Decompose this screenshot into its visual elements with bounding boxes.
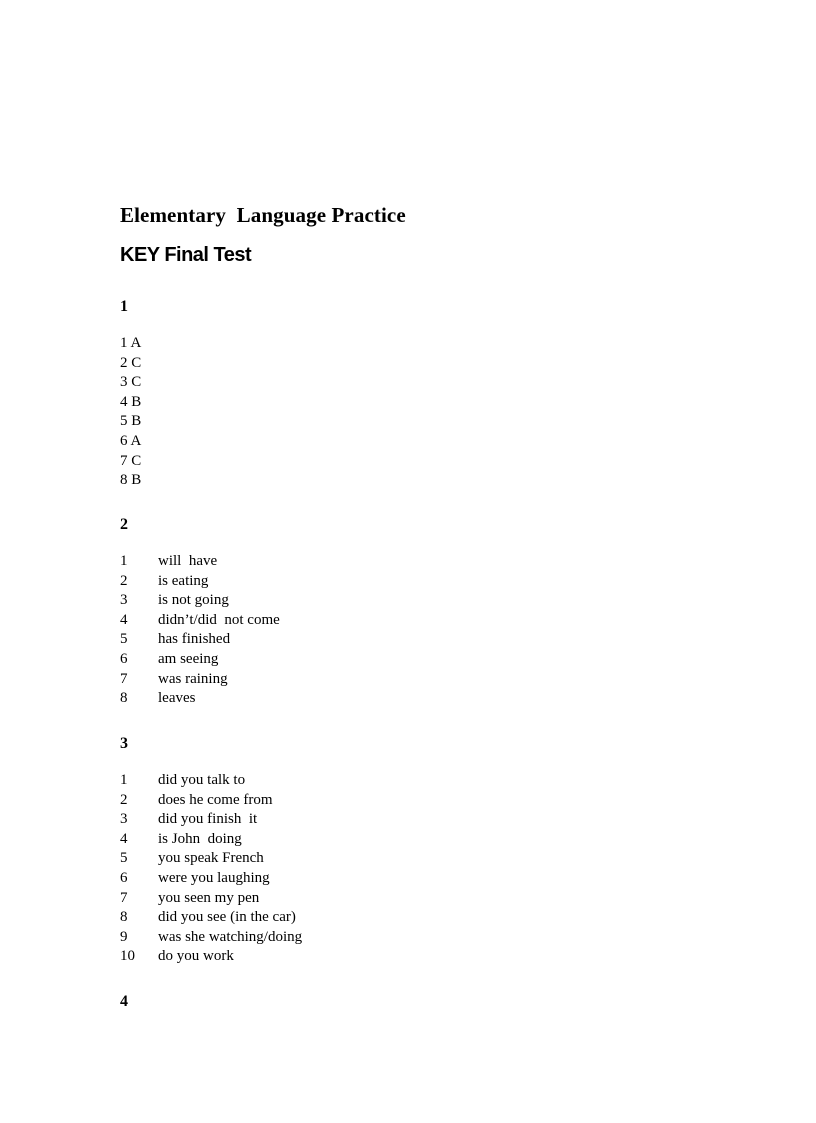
item-number: 6 <box>120 869 128 886</box>
item-number: 4 <box>120 393 128 410</box>
list-item <box>120 689 280 709</box>
list-item <box>120 830 302 850</box>
item-answer: is not going <box>158 592 229 609</box>
item-answer: do you work <box>158 948 234 965</box>
item-answer: C <box>131 452 142 469</box>
list-item <box>120 791 302 811</box>
list-item <box>120 810 302 830</box>
item-number: 2 <box>120 354 128 371</box>
item-number: 5 <box>120 631 128 648</box>
item-answer: were you laughing <box>158 869 270 886</box>
list-item <box>120 928 302 948</box>
item-answer: is John doing <box>158 830 242 847</box>
item-answer: did you finish it <box>158 811 258 828</box>
section-1-answer-list <box>120 334 141 491</box>
item-answer: was raining <box>158 670 228 687</box>
item-answer: B <box>131 393 142 410</box>
list-item <box>120 611 280 631</box>
item-answer: A <box>130 335 142 351</box>
list-item <box>120 670 280 690</box>
list-item <box>120 771 302 791</box>
list-item <box>120 947 302 967</box>
item-number: 7 <box>120 452 128 469</box>
list-item <box>120 393 141 413</box>
section-heading-2: 2 <box>120 516 128 533</box>
list-item <box>120 591 280 611</box>
item-answer: has finished <box>158 631 231 648</box>
item-number: 1 <box>120 553 128 569</box>
list-item <box>120 452 141 472</box>
section-2-answer-list <box>120 552 280 709</box>
list-item <box>120 908 302 928</box>
item-number: 3 <box>120 811 128 828</box>
item-number: 9 <box>120 928 128 945</box>
item-number: 3 <box>120 592 128 609</box>
item-number: 8 <box>120 909 128 926</box>
list-item <box>120 552 280 572</box>
item-answer: didn’t/did not come <box>158 611 280 628</box>
item-answer: C <box>131 374 142 391</box>
item-number: 8 <box>120 472 128 489</box>
item-number: 4 <box>120 611 128 628</box>
item-answer: did you talk to <box>158 772 246 788</box>
item-number: 6 <box>120 650 128 667</box>
item-answer: C <box>131 354 142 371</box>
item-number: 6 <box>120 432 128 449</box>
item-number: 1 <box>120 335 128 351</box>
item-number: 2 <box>120 572 128 589</box>
item-number: 4 <box>120 830 128 847</box>
list-item <box>120 412 141 432</box>
list-item <box>120 849 302 869</box>
list-item <box>120 630 280 650</box>
item-answer: B <box>131 472 142 489</box>
list-item <box>120 354 141 374</box>
section-heading-4: 4 <box>120 993 128 1010</box>
item-answer: leaves <box>158 690 196 707</box>
item-answer: am seeing <box>158 650 219 667</box>
item-answer: you speak French <box>158 850 264 867</box>
item-answer: was she watching/doing <box>158 928 303 945</box>
list-item <box>120 869 302 889</box>
item-number: 7 <box>120 670 128 687</box>
item-answer: is eating <box>158 572 209 589</box>
item-number: 5 <box>120 413 128 430</box>
list-item <box>120 432 141 452</box>
section-heading-1: 1 <box>120 298 128 315</box>
item-answer: does he come from <box>158 791 273 808</box>
list-item <box>120 650 280 670</box>
item-answer: B <box>131 413 142 430</box>
item-answer: A <box>130 432 142 449</box>
list-item <box>120 373 141 393</box>
list-item <box>120 889 302 909</box>
document-subtitle: KEY Final Test <box>120 244 252 266</box>
list-item <box>120 471 141 491</box>
item-number: 2 <box>120 791 128 808</box>
item-number: 1 <box>120 772 128 788</box>
item-number: 8 <box>120 690 128 707</box>
section-3-answer-list <box>120 771 302 967</box>
item-number: 5 <box>120 850 128 867</box>
section-heading-3: 3 <box>120 735 128 752</box>
item-number: 3 <box>120 374 128 391</box>
item-answer: you seen my pen <box>158 889 260 906</box>
list-item <box>120 572 280 592</box>
item-number: 7 <box>120 889 128 906</box>
item-answer: did you see (in the car) <box>158 909 296 926</box>
document-title: Elementary Language Practice <box>120 203 406 227</box>
item-answer: will have <box>158 553 218 569</box>
item-number: 10 <box>120 948 135 965</box>
list-item <box>120 334 141 354</box>
